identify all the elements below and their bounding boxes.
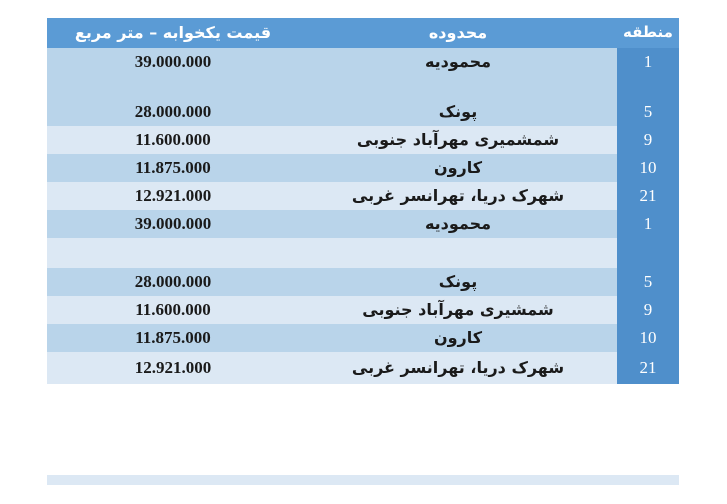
table-row <box>47 238 679 268</box>
cell-area: شمشیری مهرآباد جنوبی <box>299 296 617 324</box>
cell-region: 21 <box>617 352 679 384</box>
cell-area: کارون <box>299 324 617 352</box>
cell-price: 11.600.000 <box>47 126 299 154</box>
table-header-row <box>47 18 679 48</box>
cell-area: پونک <box>299 98 617 126</box>
cell-region <box>617 238 679 268</box>
column-header-area: محدوده <box>299 18 617 48</box>
table-body <box>47 48 679 384</box>
cell-price <box>47 76 299 98</box>
column-header-region: منطقه <box>617 18 679 48</box>
cell-area: شهرک دریا، تهرانسر غربی <box>299 352 617 384</box>
cell-region: 21 <box>617 182 679 210</box>
cell-area: پونک <box>299 268 617 296</box>
cell-price: 12.921.000 <box>47 352 299 384</box>
cell-price: 11.875.000 <box>47 324 299 352</box>
cell-area: شمشمیری مهرآباد جنوبی <box>299 126 617 154</box>
cell-region: 1 <box>617 210 679 238</box>
cell-area: محمودیه <box>299 48 617 76</box>
cell-area <box>299 238 617 268</box>
cell-area: کارون <box>299 154 617 182</box>
table-row <box>47 76 679 98</box>
cell-region <box>617 76 679 98</box>
table-row <box>47 126 679 154</box>
table-row <box>47 324 679 352</box>
cell-price: 28.000.000 <box>47 268 299 296</box>
cell-price: 11.600.000 <box>47 296 299 324</box>
cell-region: 1 <box>617 48 679 76</box>
table-row <box>47 48 679 76</box>
cell-price: 12.921.000 <box>47 182 299 210</box>
cell-price: 28.000.000 <box>47 98 299 126</box>
table-row <box>47 98 679 126</box>
table-bottom-strip <box>47 475 679 485</box>
cell-price: 39.000.000 <box>47 210 299 238</box>
cell-region: 10 <box>617 324 679 352</box>
cell-region: 10 <box>617 154 679 182</box>
cell-area: محمودیه <box>299 210 617 238</box>
cell-price: 39.000.000 <box>47 48 299 76</box>
cell-region: 5 <box>617 268 679 296</box>
table-row <box>47 352 679 384</box>
table-row <box>47 182 679 210</box>
price-table <box>47 18 679 384</box>
table-row <box>47 154 679 182</box>
column-header-price: قیمت یکخوابه – متر مربع <box>47 18 299 48</box>
cell-price <box>47 238 299 268</box>
price-table-container <box>47 18 679 384</box>
cell-area: شهرک دریا، تهرانسر غربی <box>299 182 617 210</box>
cell-region: 5 <box>617 98 679 126</box>
table-header <box>47 18 679 48</box>
cell-region: 9 <box>617 296 679 324</box>
table-row <box>47 268 679 296</box>
table-row <box>47 210 679 238</box>
cell-price: 11.875.000 <box>47 154 299 182</box>
table-row <box>47 296 679 324</box>
cell-area <box>299 76 617 98</box>
cell-region: 9 <box>617 126 679 154</box>
